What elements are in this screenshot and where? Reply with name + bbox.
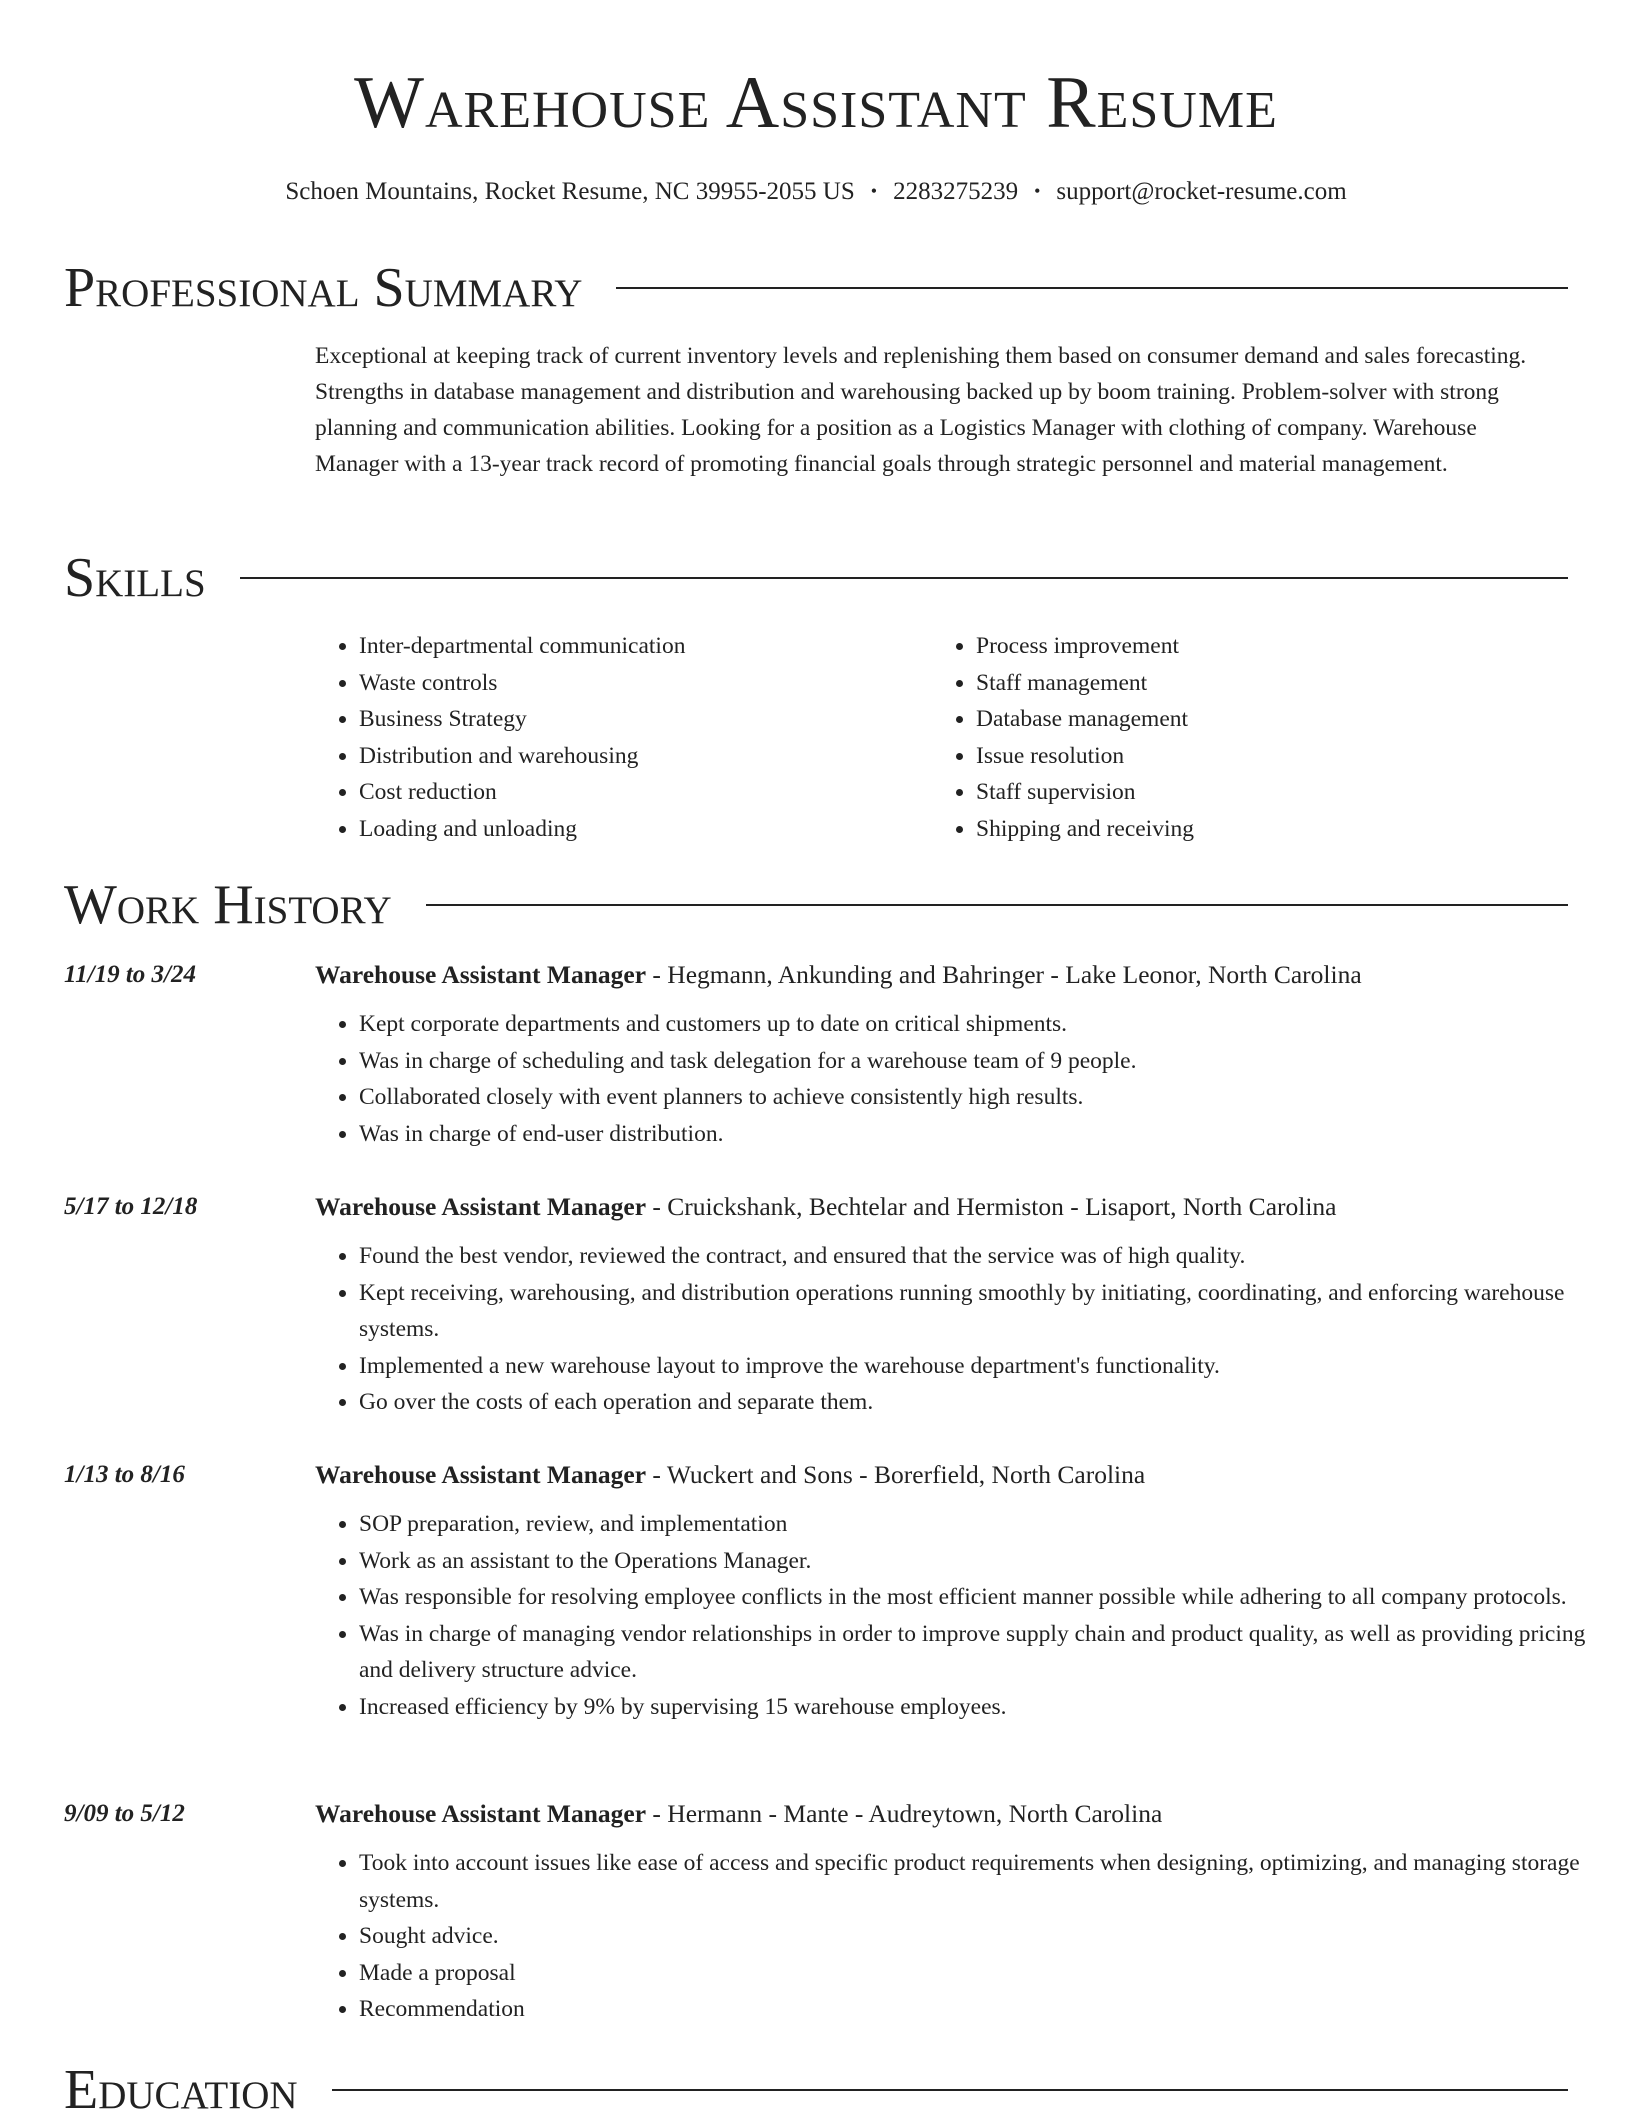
contact-email: support@rocket-resume.com (1056, 178, 1347, 205)
job-dates: 1/13 to 8/16 (64, 1461, 185, 1488)
contact-phone: 2283275239 (893, 178, 1019, 205)
job-bullets (315, 1238, 1615, 1421)
summary-text: Exceptional at keeping track of current inventory levels and replenishing them based on consumer demand and sales forecasting. Strengths in database management and distribution and warehousing backed up by boom training. Problem-solver with strong planning and communication abilities. Looking for a position as a Logistics Manager with clothing of company. Warehouse Manager with a 13-year track record of promoting financial goals through strategic personnel and material management. (315, 343, 1527, 477)
job-title: Warehouse Assistant Manager (315, 1192, 647, 1221)
job-bullet: • Was in charge of scheduling and task delegation for a warehouse team of 9 people. (359, 1043, 1615, 1080)
skills-heading: Skills (64, 547, 206, 609)
skill-item: • Business Strategy (359, 701, 932, 738)
skills-column-left (315, 628, 932, 847)
job-bullet: • Was in charge of end-user distribution. (359, 1116, 1615, 1153)
skill-item: • Cost reduction (359, 774, 932, 811)
skill-item: • Staff supervision (976, 774, 1549, 811)
section-divider (426, 904, 1568, 906)
section-divider (616, 287, 1568, 289)
skill-item: • Loading and unloading (359, 811, 932, 848)
work-section-header (64, 873, 1568, 937)
job-dates: 9/09 to 5/12 (64, 1800, 185, 1827)
skill-item: • Database management (976, 701, 1549, 738)
job-employer: - Hermann - Mante - Audreytown, North Carolina (646, 1799, 1163, 1828)
job-heading (315, 1190, 1337, 1224)
work-heading: Work History (64, 874, 392, 936)
job-bullet: • Was responsible for resolving employee conflicts in the most efficient manner possible while adhering to all company protocols. (359, 1579, 1615, 1616)
job-dates: 5/17 to 12/18 (64, 1193, 198, 1220)
job-bullet: • Implemented a new warehouse layout to improve the warehouse department's functionality. (359, 1348, 1615, 1385)
skill-item: • Inter-departmental communication (359, 628, 932, 665)
skill-item: • Waste controls (359, 665, 932, 702)
job-title: Warehouse Assistant Manager (315, 1460, 647, 1489)
job-bullet: • Kept corporate departments and customers up to date on critical shipments. (359, 1006, 1615, 1043)
skill-item: • Shipping and receiving (976, 811, 1549, 848)
summary-heading: Professional Summary (64, 257, 583, 319)
job-title: Warehouse Assistant Manager (315, 960, 647, 989)
job-employer: - Cruickshank, Bechtelar and Hermiston - Lisaport, North Carolina (646, 1192, 1337, 1221)
job-bullet: • SOP preparation, review, and implementation (359, 1506, 1615, 1543)
job-heading (315, 1458, 1145, 1492)
resume-title: Warehouse Assistant Resume (354, 62, 1278, 144)
job-bullets (315, 1845, 1615, 2028)
skills-section-header (64, 546, 1568, 610)
skill-item: • Issue resolution (976, 738, 1549, 775)
job-bullet: • Recommendation (359, 1991, 1615, 2028)
job-bullet: • Increased efficiency by 9% by supervising 15 warehouse employees. (359, 1689, 1615, 1726)
job-bullet: • Took into account issues like ease of access and specific product requirements when designing, optimizing, and managing storage systems. (359, 1845, 1615, 1918)
job-bullets (315, 1506, 1615, 1725)
job-employer: - Hegmann, Ankunding and Bahringer - Lake Leonor, North Carolina (646, 960, 1362, 989)
job-bullet: • Found the best vendor, reviewed the contract, and ensured that the service was of high quality. (359, 1238, 1615, 1275)
job-bullet: • Sought advice. (359, 1918, 1615, 1955)
summary-section-header (64, 256, 1568, 320)
contact-line (0, 174, 1632, 209)
job-employer: - Wuckert and Sons - Borerfield, North Carolina (646, 1460, 1146, 1489)
skill-item: • Distribution and warehousing (359, 738, 932, 775)
skill-item: • Process improvement (976, 628, 1549, 665)
education-heading: Education (64, 2059, 298, 2112)
contact-address: Schoen Mountains, Rocket Resume, NC 39955-2055 US (285, 178, 855, 205)
job-bullet: • Kept receiving, warehousing, and distribution operations running smoothly by initiating, coordinating, and enforcing warehouse systems. (359, 1275, 1615, 1348)
job-heading (315, 958, 1362, 992)
job-bullet: • Collaborated closely with event planners to achieve consistently high results. (359, 1079, 1615, 1116)
job-heading (315, 1797, 1162, 1831)
section-divider (332, 2089, 1568, 2091)
job-bullet: • Made a proposal (359, 1955, 1615, 1992)
contact-separator: • (870, 181, 878, 201)
education-section-header (64, 2058, 1568, 2112)
job-bullets (315, 1006, 1615, 1152)
contact-separator: • (1034, 181, 1041, 201)
job-dates: 11/19 to 3/24 (64, 961, 196, 988)
section-divider (240, 577, 1568, 579)
job-title: Warehouse Assistant Manager (315, 1799, 647, 1828)
job-bullet: • Go over the costs of each operation and separate them. (359, 1384, 1615, 1421)
skill-item: • Staff management (976, 665, 1549, 702)
job-bullet: • Work as an assistant to the Operations Manager. (359, 1543, 1615, 1580)
job-bullet: • Was in charge of managing vendor relationships in order to improve supply chain and product quality, as well as providing pricing and delivery structure advice. (359, 1616, 1615, 1689)
skills-column-right (932, 628, 1549, 847)
skills-list (315, 628, 1565, 847)
